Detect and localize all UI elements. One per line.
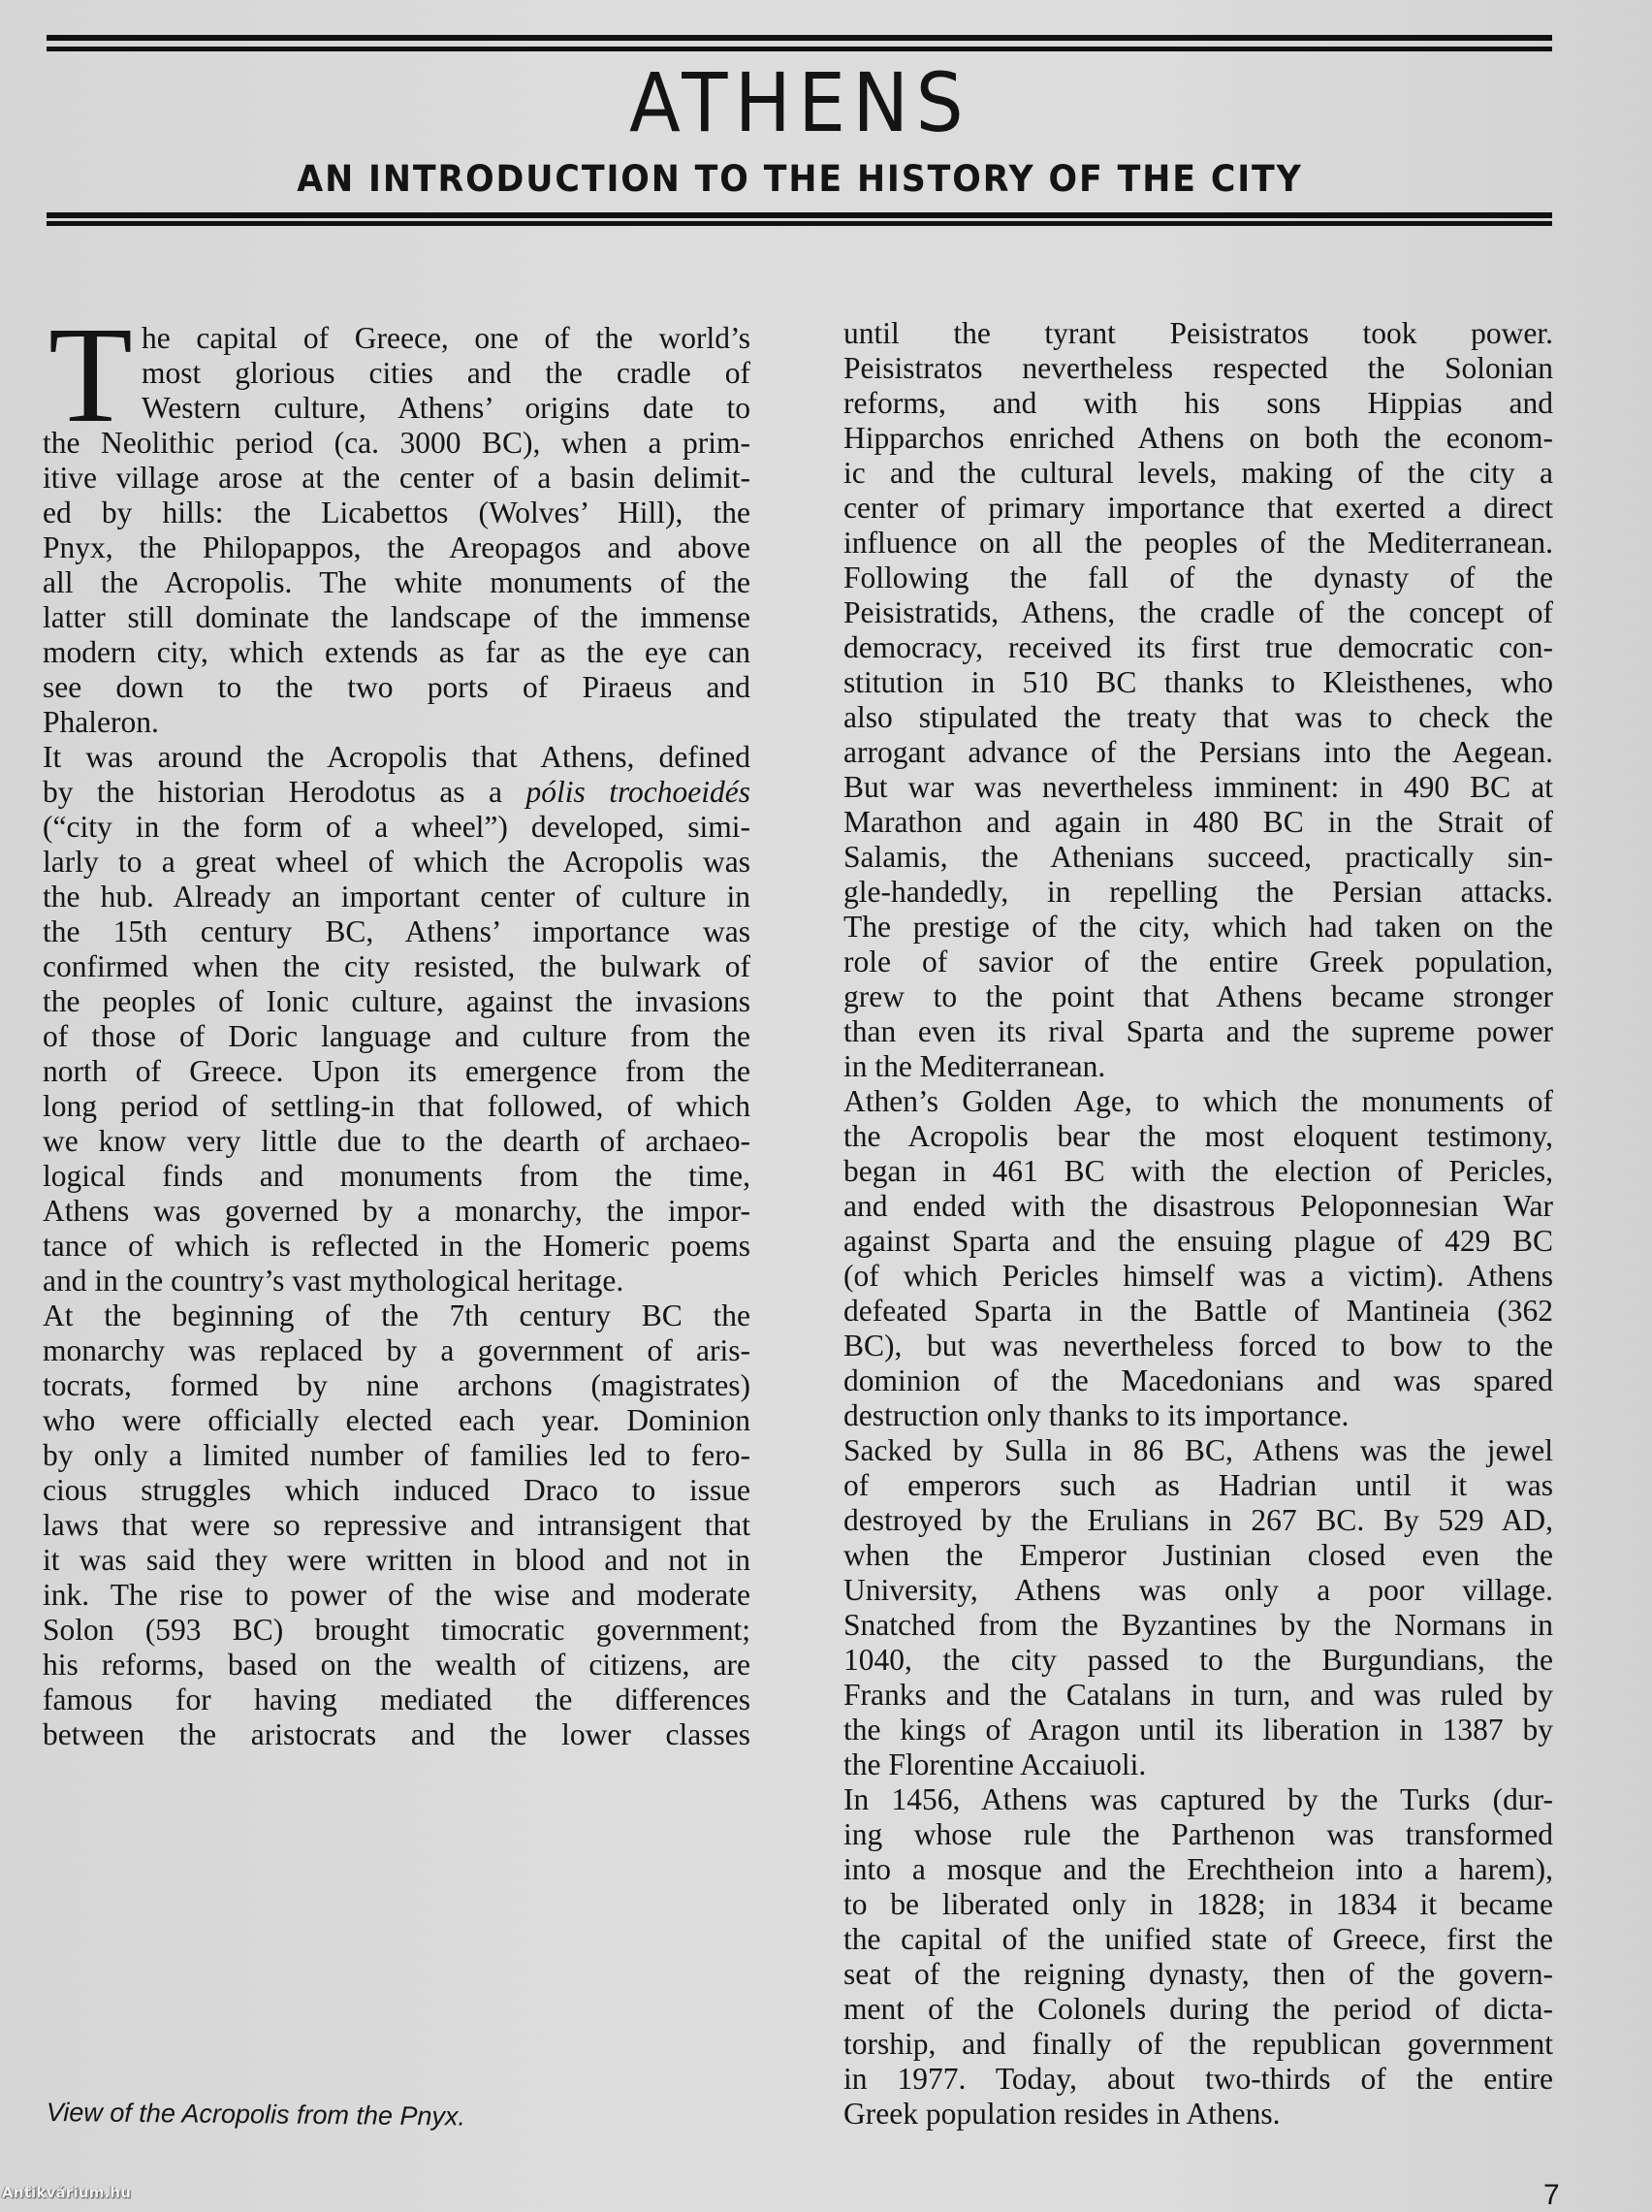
text-line: larly to a great wheel of which the Acropolis was <box>43 845 750 879</box>
text-line: stitution in 510 BC thanks to Kleisthenes, who <box>843 665 1553 699</box>
text-line: the 15th century BC, Athens’ importance was <box>43 914 750 948</box>
text-line: by only a limited number of families led to fero- <box>43 1438 750 1472</box>
text-line: Marathon and again in 480 BC in the Strait of <box>843 805 1553 839</box>
text-line <box>43 775 750 810</box>
text-line: ink. The rise to power of the wise and moderate <box>43 1578 750 1612</box>
text-line: Athen’s Golden Age, to which the monuments of <box>843 1084 1553 1118</box>
text-line: the kings of Aragon until its liberation in 1387 by <box>843 1713 1553 1747</box>
text-line: the Acropolis bear the most eloquent testimony, <box>843 1119 1553 1153</box>
text-line: we know very little due to the dearth of archaeo- <box>43 1124 750 1158</box>
text-line: of emperors such as Hadrian until it was <box>843 1468 1553 1502</box>
text-line: the Florentine Accaiuoli. <box>843 1747 1147 1781</box>
text-line: destruction only thanks to its importance. <box>843 1398 1350 1432</box>
header-rule-bottom-2 <box>47 221 1552 226</box>
text-line: Salamis, the Athenians succeed, practically sin- <box>843 840 1553 874</box>
text-line: ment of the Colonels during the period of dicta- <box>843 1992 1553 2026</box>
page-title: ATHENS <box>628 55 971 150</box>
text-line: Phaleron. <box>43 705 159 739</box>
text-line: Greek population resides in Athens. <box>843 2097 1281 2131</box>
text-line: In 1456, Athens was captured by the Turks (dur- <box>843 1782 1553 1816</box>
text-line: of those of Doric language and culture from the <box>43 1019 750 1053</box>
text-line: Hipparchos enriched Athens on both the econom- <box>843 421 1553 455</box>
photo-caption: View of the Acropolis from the Pnyx. <box>46 2098 466 2132</box>
text-line: ed by hills: the Licabettos (Wolves’ Hill), the <box>43 496 750 529</box>
text-line: itive village arose at the center of a basin delimit- <box>43 461 750 495</box>
text-line: the hub. Already an important center of culture in <box>43 880 750 914</box>
text-line: dominion of the Macedonians and was spared <box>843 1363 1553 1397</box>
text-line: seat of the reigning dynasty, then of the govern- <box>843 1957 1553 1991</box>
text-line: his reforms, based on the wealth of citizens, are <box>43 1648 750 1682</box>
watermark: Antikvárium.hu <box>2 2184 132 2201</box>
text-line: destroyed by the Erulians in 267 BC. By 529 AD, <box>843 1503 1553 1537</box>
article-column-right <box>843 316 1553 2132</box>
text-line: than even its rival Sparta and the supreme power <box>843 1014 1553 1048</box>
text-line: influence on all the peoples of the Mediterranean. <box>843 526 1553 560</box>
text-line: tocrats, formed by nine archons (magistrates) <box>43 1368 750 1402</box>
text-line: and in the country’s vast mythological heritage. <box>43 1264 624 1298</box>
text-line: most glorious cities and the cradle of <box>142 356 750 390</box>
text-line: defeated Sparta in the Battle of Mantineia (362 <box>843 1294 1553 1328</box>
text-line: democracy, received its first true democratic con- <box>843 630 1553 664</box>
text-line: who were officially elected each year. Dominion <box>43 1403 750 1437</box>
text-line: the peoples of Ionic culture, against the invasions <box>43 984 750 1018</box>
text-line: Following the fall of the dynasty of the <box>843 561 1553 594</box>
text-line: also stipulated the treaty that was to check the <box>843 700 1553 734</box>
text-line: modern city, which extends as far as the eye can <box>43 635 750 669</box>
italic-term: pólis trochoeidés <box>525 775 750 809</box>
text-line: in the Mediterranean. <box>843 1049 1106 1083</box>
text-line: grew to the point that Athens became stronger <box>843 979 1553 1013</box>
text-line: ic and the cultural levels, making of the city a <box>843 456 1553 490</box>
text-line: in 1977. Today, about two-thirds of the entire <box>843 2062 1553 2096</box>
text-line: against Sparta and the ensuing plague of 429 BC <box>843 1224 1553 1258</box>
text-line: It was around the Acropolis that Athens, defined <box>43 740 750 774</box>
text-line: 1040, the city passed to the Burgundians, the <box>843 1643 1553 1677</box>
text-line: gle-handedly, in repelling the Persian attacks. <box>843 875 1553 909</box>
text-line: Pnyx, the Philopappos, the Areopagos and above <box>43 530 750 564</box>
text-line: ing whose rule the Parthenon was transformed <box>843 1817 1553 1851</box>
text-line: Sacked by Sulla in 86 BC, Athens was the jewel <box>843 1433 1553 1467</box>
text-line: Solon (593 BC) brought timocratic government; <box>43 1613 750 1647</box>
text-line: north of Greece. Upon its emergence from the <box>43 1054 750 1088</box>
text-line: famous for having mediated the differences <box>43 1683 750 1716</box>
text-line: laws that were so repressive and intransigent that <box>43 1508 750 1542</box>
text-line: University, Athens was only a poor village. <box>843 1573 1553 1607</box>
text-line: BC), but was nevertheless forced to bow to the <box>843 1329 1553 1362</box>
text-line: The prestige of the city, which had taken on the <box>843 910 1553 944</box>
text-line: long period of settling-in that followed, of which <box>43 1089 750 1123</box>
page-subtitle: AN INTRODUCTION TO THE HISTORY OF THE CITY <box>297 158 1303 200</box>
text-line: Franks and the Catalans in turn, and was ruled by <box>843 1678 1553 1712</box>
text-line: arrogant advance of the Persians into the Aegean. <box>843 735 1553 769</box>
text-line: between the aristocrats and the lower classes <box>43 1717 750 1751</box>
text-line: began in 461 BC with the election of Pericles, <box>843 1154 1553 1188</box>
text-line: until the tyrant Peisistratos took power. <box>843 316 1553 350</box>
text-line: when the Emperor Justinian closed even the <box>843 1538 1553 1572</box>
text-line: it was said they were written in blood and not in <box>43 1543 750 1577</box>
text-line: to be liberated only in 1828; in 1834 it became <box>843 1887 1553 1921</box>
page-number: 7 <box>1543 2179 1560 2211</box>
text-line: reforms, and with his sons Hippias and <box>843 386 1553 420</box>
text-line: Western culture, Athens’ origins date to <box>142 391 750 425</box>
text-line: Snatched from the Byzantines by the Normans in <box>843 1608 1553 1642</box>
text-line: tance of which is reflected in the Homeric poems <box>43 1229 750 1263</box>
text-line: center of primary importance that exerted a direct <box>843 491 1553 525</box>
text-run: by the historian Herodotus as a <box>43 775 526 809</box>
text-line: cious struggles which induced Draco to issue <box>43 1473 750 1507</box>
text-line: torship, and finally of the republican government <box>843 2027 1553 2061</box>
text-line: Athens was governed by a monarchy, the impor- <box>43 1194 750 1228</box>
text-line: he capital of Greece, one of the world’s <box>142 321 750 355</box>
text-line: into a mosque and the Erechtheion into a harem), <box>843 1852 1553 1886</box>
text-line: But war was nevertheless imminent: in 490 BC at <box>843 770 1553 804</box>
text-line: logical finds and monuments from the time, <box>43 1159 750 1193</box>
text-line: all the Acropolis. The white monuments of the <box>43 565 750 599</box>
text-line: role of savior of the entire Greek population, <box>843 945 1553 978</box>
header-rule-top-1 <box>47 35 1552 41</box>
text-line: (“city in the form of a wheel”) developed, simi- <box>43 810 750 844</box>
header-rule-bottom-1 <box>47 212 1552 218</box>
text-line: Peisistratos nevertheless respected the Solonian <box>843 351 1553 385</box>
text-line: the Neolithic period (ca. 3000 BC), when a prim- <box>43 426 750 460</box>
text-line: monarchy was replaced by a government of aris- <box>43 1333 750 1367</box>
text-line: and ended with the disastrous Peloponnesian War <box>843 1189 1553 1223</box>
text-line: Peisistratids, Athens, the cradle of the concept of <box>843 595 1553 629</box>
drop-cap: T <box>48 298 133 451</box>
text-line: the capital of the unified state of Greece, first the <box>843 1922 1553 1956</box>
text-line: see down to the two ports of Piraeus and <box>43 670 750 704</box>
header-rule-top-2 <box>47 47 1552 51</box>
text-line: confirmed when the city resisted, the bulwark of <box>43 949 750 983</box>
text-line: latter still dominate the landscape of the immense <box>43 600 750 634</box>
article-column-left <box>43 321 750 1752</box>
text-line: At the beginning of the 7th century BC the <box>43 1298 750 1332</box>
text-line: (of which Pericles himself was a victim). Athens <box>843 1259 1553 1293</box>
